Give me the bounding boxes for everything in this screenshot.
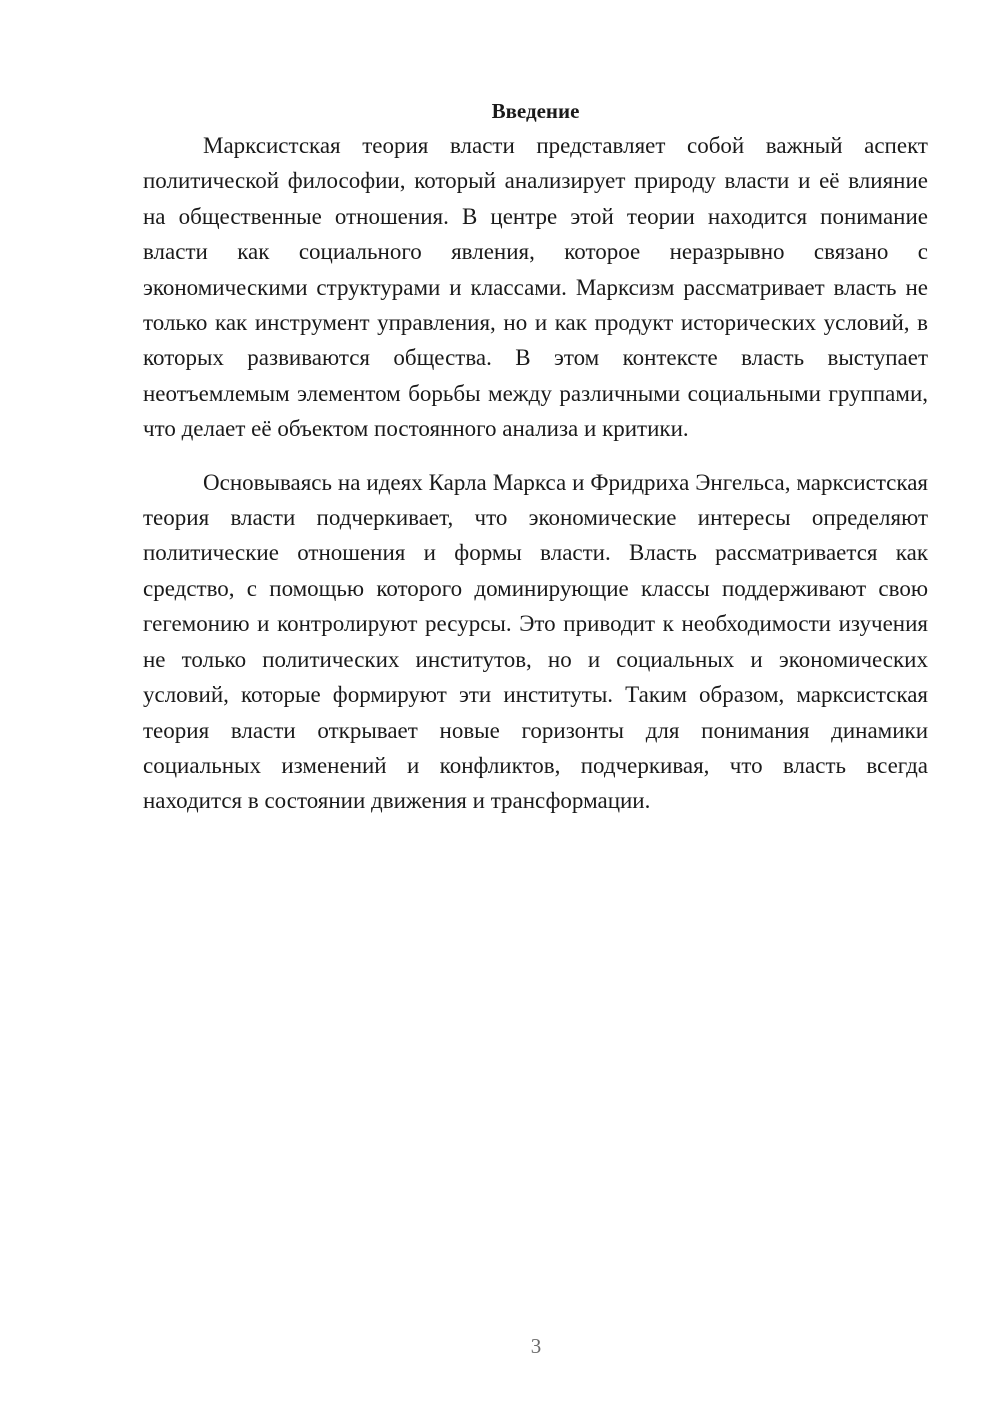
page-content [143,96,928,819]
paragraph-1: Марксистская теория власти представляет собой важный аспект политической философии, который анализирует природу власти и её влияние на общественные отношения. В центре этой теории находится понимание власти как социального явления, которое неразрывно связано с экономическими структурами и классами. Марксизм рассматривает власть не только как инструмент управления, но и как продукт исторических условий, в которых развиваются общества. В этом контексте власть выступает неотъемлемым элементом борьбы между различными социальными группами, что делает её объектом постоянного анализа и критики. [143,133,928,442]
page-number: 3 [530,1334,542,1358]
paragraph-2: Основываясь на идеях Карла Маркса и Фридриха Энгельса, марксистская теория власти подчеркивает, что экономические интересы определяют политические отношения и формы власти. Власть рассматривается как средство, с помощью которого доминирующие классы поддерживают свою гегемонию и контролируют ресурсы. Это приводит к необходимости изучения не только политических институтов, но и социальных и экономических условий, которые формируют эти институты. Таким образом, марксистская теория власти открывает новые горизонты для понимания динамики социальных изменений и конфликтов, подчеркивая, что власть всегда находится в состоянии движения и трансформации. [143,469,928,814]
section-title: Введение [491,99,580,123]
